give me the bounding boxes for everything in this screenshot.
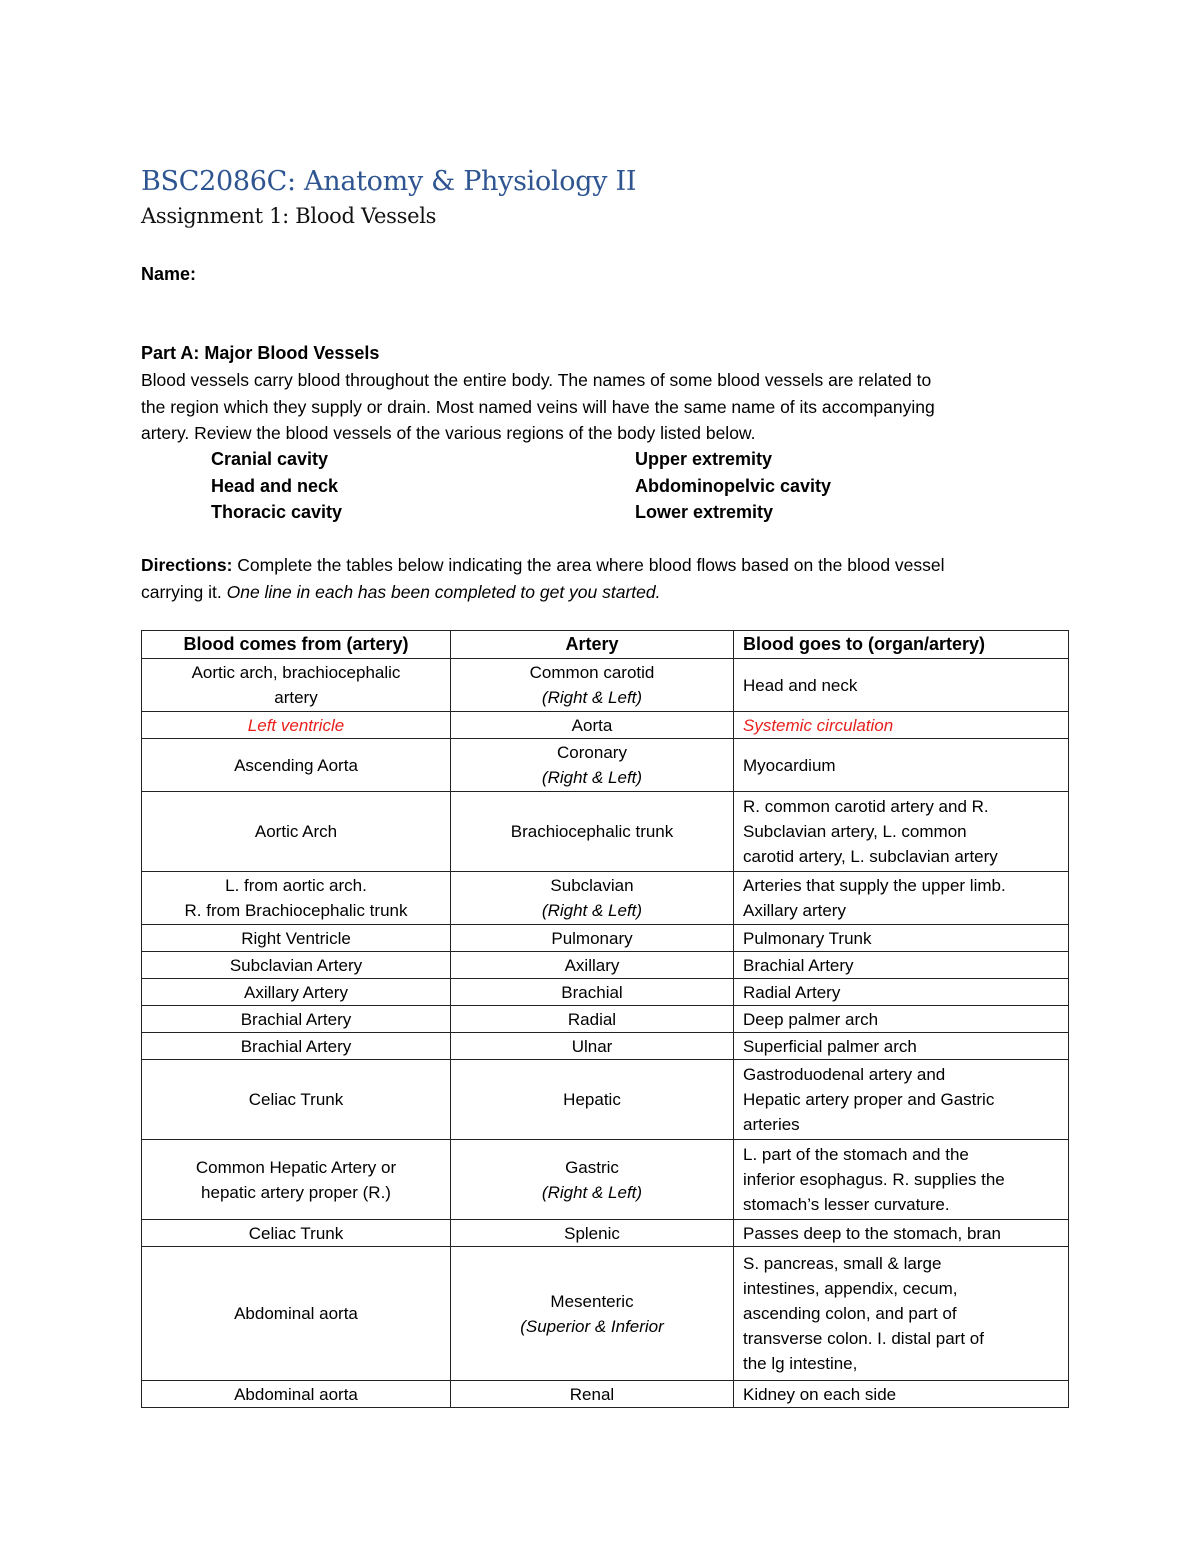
artery-name: Axillary xyxy=(564,955,620,975)
cell-artery xyxy=(451,1033,734,1060)
cell-blood-to xyxy=(734,952,1069,979)
directions-note: One line in each has been completed to get you started. xyxy=(226,581,661,602)
cell-line: Abdominal aorta xyxy=(234,1384,358,1404)
cell-blood-from xyxy=(142,872,451,925)
table-body xyxy=(142,659,1069,1408)
table-row xyxy=(142,1247,1069,1381)
course-title: BSC2086C: Anatomy & Physiology II xyxy=(141,166,637,197)
table-row xyxy=(142,872,1069,925)
cell-blood-from xyxy=(142,659,451,712)
assignment-title: Assignment 1: Blood Vessels xyxy=(141,204,437,228)
cell-line: hepatic artery proper (R.) xyxy=(201,1182,391,1202)
cell-line: the lg intestine, xyxy=(743,1354,858,1373)
directions-text: carrying it. xyxy=(141,581,222,602)
region-item: Lower extremity xyxy=(635,502,774,523)
table-row xyxy=(142,1140,1069,1220)
cell-line: Pulmonary Trunk xyxy=(743,928,872,948)
table-row xyxy=(142,712,1069,739)
table-row xyxy=(142,1381,1069,1408)
cell-line: Deep palmer arch xyxy=(743,1009,879,1029)
cell-artery xyxy=(451,1247,734,1381)
cell-line: Brachial Artery xyxy=(240,1036,352,1056)
cell-line: Celiac Trunk xyxy=(248,1223,344,1243)
table-header-row xyxy=(142,631,1069,659)
cell-line: Brachial Artery xyxy=(240,1009,352,1029)
cell-line: R. from Brachiocephalic trunk xyxy=(184,901,408,920)
cell-blood-from xyxy=(142,1006,451,1033)
table-row xyxy=(142,792,1069,872)
cell-line: Head and neck xyxy=(743,675,858,695)
cell-blood-from xyxy=(142,1247,451,1381)
cell-artery xyxy=(451,1140,734,1220)
cell-line: Right Ventricle xyxy=(241,928,351,948)
artery-name: Brachiocephalic trunk xyxy=(510,822,674,841)
artery-side-note: (Right & Left) xyxy=(541,688,643,707)
cell-artery xyxy=(451,925,734,952)
cell-blood-from xyxy=(142,792,451,872)
cell-line: Brachial Artery xyxy=(743,955,854,975)
cell-line: Kidney on each side xyxy=(743,1384,897,1404)
cell-blood-to xyxy=(734,1033,1069,1060)
blood-vessels-table xyxy=(141,630,1069,1408)
cell-blood-from xyxy=(142,1060,451,1140)
part-a-intro xyxy=(141,367,1069,447)
cell-artery xyxy=(451,739,734,792)
artery-name: Subclavian xyxy=(550,876,634,895)
region-item: Cranial cavity xyxy=(211,449,329,469)
cell-blood-to xyxy=(734,925,1069,952)
intro-line: the region which they supply or drain. Most named veins will have the same name of its accompanying xyxy=(141,396,935,417)
cell-line: Systemic circulation xyxy=(743,715,894,735)
cell-line: stomach’s lesser curvature. xyxy=(743,1195,950,1214)
directions xyxy=(141,552,1069,605)
cell-blood-from xyxy=(142,979,451,1006)
table-row xyxy=(142,952,1069,979)
table-row xyxy=(142,739,1069,792)
region-item: Head and neck xyxy=(211,475,339,496)
cell-artery xyxy=(451,792,734,872)
cell-line: Axillary Artery xyxy=(244,982,348,1002)
artery-name: Hepatic xyxy=(563,1090,621,1109)
cell-blood-to xyxy=(734,1006,1069,1033)
cell-line: Superficial palmer arch xyxy=(743,1036,917,1056)
table-row xyxy=(142,1220,1069,1247)
cell-blood-from xyxy=(142,712,451,739)
table-row xyxy=(142,1033,1069,1060)
part-a-heading: Part A: Major Blood Vessels xyxy=(141,343,380,363)
cell-line: inferior esophagus. R. supplies the xyxy=(743,1170,1005,1189)
cell-blood-from xyxy=(142,952,451,979)
cell-blood-to xyxy=(734,1140,1069,1220)
cell-line: transverse colon. I. distal part of xyxy=(743,1329,984,1348)
table-row xyxy=(142,659,1069,712)
cell-line: L. part of the stomach and the xyxy=(743,1145,969,1164)
cell-line: Subclavian Artery xyxy=(229,955,363,975)
column-header: Blood goes to (organ/artery) xyxy=(734,631,1069,659)
table-row xyxy=(142,979,1069,1006)
cell-line: Hepatic artery proper and Gastric xyxy=(743,1090,995,1109)
region-item: Upper extremity xyxy=(635,449,773,469)
artery-name: Coronary xyxy=(557,743,627,762)
cell-blood-from xyxy=(142,1381,451,1408)
cell-blood-to xyxy=(734,1381,1069,1408)
cell-blood-to xyxy=(734,872,1069,925)
cell-line: Left ventricle xyxy=(247,715,345,735)
cell-blood-from xyxy=(142,1033,451,1060)
artery-name: Renal xyxy=(569,1384,615,1404)
directions-text: Complete the tables below indicating the area where blood flows based on the blood vessel xyxy=(237,555,945,575)
intro-line: artery. Review the blood vessels of the various regions of the body listed below. xyxy=(141,423,756,444)
regions-left-column xyxy=(211,446,342,526)
artery-name: Radial xyxy=(567,1009,617,1029)
cell-line: Abdominal aorta xyxy=(234,1304,358,1323)
cell-blood-to xyxy=(734,1060,1069,1140)
cell-artery xyxy=(451,872,734,925)
artery-name: Splenic xyxy=(564,1223,620,1243)
artery-name: Brachial xyxy=(561,982,623,1002)
cell-line: Aortic arch, brachiocephalic xyxy=(191,663,401,682)
cell-blood-to xyxy=(734,1247,1069,1381)
cell-artery xyxy=(451,1060,734,1140)
cell-line: Subclavian artery, L. common xyxy=(743,822,967,841)
directions-label: Directions: xyxy=(141,555,233,575)
cell-line: Aortic Arch xyxy=(254,822,338,841)
artery-name: Common carotid xyxy=(529,663,655,682)
cell-blood-to xyxy=(734,979,1069,1006)
cell-blood-from xyxy=(142,925,451,952)
table-row xyxy=(142,1006,1069,1033)
cell-artery xyxy=(451,712,734,739)
artery-name: Gastric xyxy=(565,1157,619,1177)
cell-artery xyxy=(451,979,734,1006)
artery-name: Ulnar xyxy=(571,1036,613,1056)
cell-line: Gastroduodenal artery and xyxy=(743,1065,946,1084)
cell-line: Common Hepatic Artery or xyxy=(195,1157,397,1177)
cell-blood-to xyxy=(734,1220,1069,1247)
cell-blood-from xyxy=(142,739,451,792)
cell-line: ascending colon, and part of xyxy=(743,1304,957,1323)
artery-name: Aorta xyxy=(571,715,613,735)
cell-blood-to xyxy=(734,792,1069,872)
region-item: Thoracic cavity xyxy=(211,502,343,523)
cell-line: Arteries that supply the upper limb. xyxy=(743,876,1006,895)
cell-line: artery xyxy=(274,688,318,707)
cell-line: Myocardium xyxy=(743,755,836,775)
cell-blood-to xyxy=(734,659,1069,712)
cell-artery xyxy=(451,1381,734,1408)
cell-line: Celiac Trunk xyxy=(248,1090,344,1109)
cell-line: L. from aortic arch. xyxy=(225,876,367,895)
artery-side-note: (Right & Left) xyxy=(541,901,643,920)
cell-artery xyxy=(451,1006,734,1033)
artery-name: Pulmonary xyxy=(551,928,633,948)
artery-name: Mesenteric xyxy=(550,1291,634,1311)
regions-right-column xyxy=(635,446,831,526)
table-row xyxy=(142,1060,1069,1140)
artery-side-note: (Right & Left) xyxy=(541,768,643,787)
cell-line: carotid artery, L. subclavian artery xyxy=(743,847,998,866)
region-item: Abdominopelvic cavity xyxy=(635,475,832,496)
cell-line: Ascending Aorta xyxy=(234,755,358,775)
cell-blood-from xyxy=(142,1140,451,1220)
cell-line: Passes deep to the stomach, bran xyxy=(743,1223,1001,1243)
artery-side-note: (Superior & Inferior xyxy=(520,1316,664,1336)
cell-artery xyxy=(451,659,734,712)
cell-line: S. pancreas, small & large xyxy=(743,1254,942,1273)
cell-artery xyxy=(451,952,734,979)
cell-line: arteries xyxy=(743,1115,800,1134)
intro-line: Blood vessels carry blood throughout the entire body. The names of some blood vessels are related to xyxy=(141,370,932,390)
cell-line: Axillary artery xyxy=(743,901,846,920)
column-header: Artery xyxy=(451,631,734,659)
cell-artery xyxy=(451,1220,734,1247)
cell-line: Radial Artery xyxy=(743,982,841,1002)
table-row xyxy=(142,925,1069,952)
artery-side-note: (Right & Left) xyxy=(541,1182,643,1202)
name-label: Name: xyxy=(141,264,197,284)
cell-line: intestines, appendix, cecum, xyxy=(743,1279,958,1298)
cell-blood-from xyxy=(142,1220,451,1247)
cell-line: R. common carotid artery and R. xyxy=(743,797,989,816)
cell-blood-to xyxy=(734,712,1069,739)
column-header: Blood comes from (artery) xyxy=(142,631,451,659)
cell-blood-to xyxy=(734,739,1069,792)
